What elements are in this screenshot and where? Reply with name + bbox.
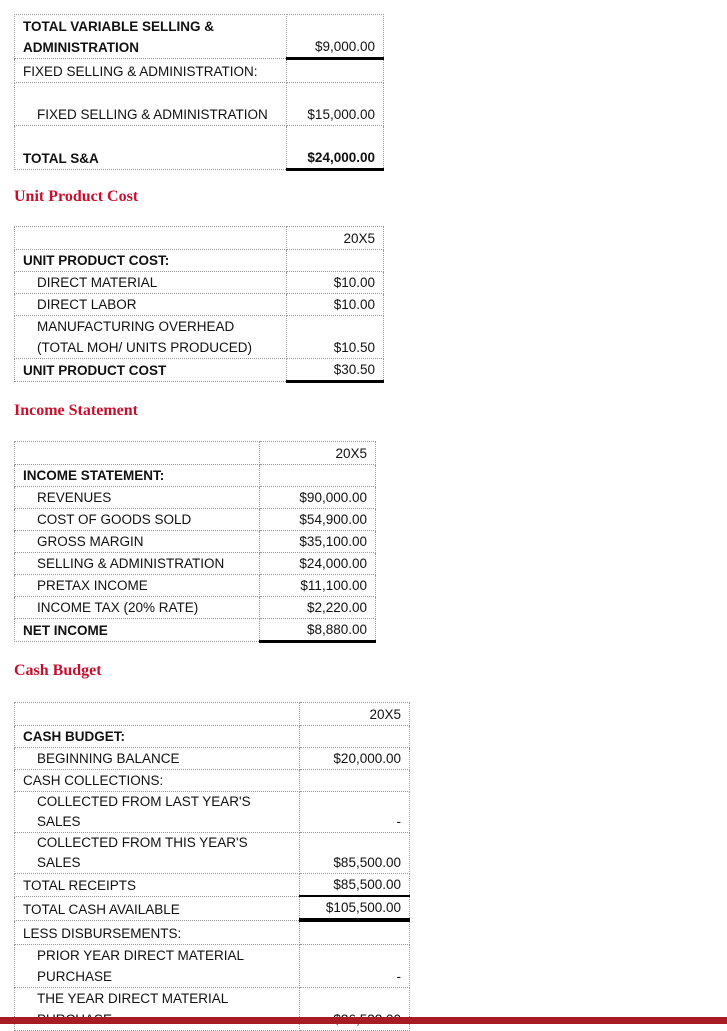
row-label: CASH BUDGET: <box>15 726 300 748</box>
row-value: $15,000.00 <box>287 83 384 126</box>
table-row <box>15 748 410 770</box>
table-row <box>15 833 410 874</box>
row-label-line1: THE YEAR DIRECT MATERIAL <box>37 990 229 1006</box>
year-header: 20X5 <box>260 442 376 465</box>
row-value: $24,000.00 <box>287 126 384 170</box>
table-row <box>15 359 384 382</box>
table-row <box>15 874 410 897</box>
row-value: $10.00 <box>287 294 384 316</box>
row-label-line1: PRIOR YEAR DIRECT MATERIAL <box>37 947 245 963</box>
row-value: - <box>300 792 410 833</box>
row-label: TOTAL VARIABLE SELLING & ADMINISTRATION <box>15 15 287 59</box>
table-row <box>15 920 410 944</box>
table-row <box>15 597 376 619</box>
row-label: DIRECT MATERIAL <box>15 272 287 294</box>
footer-bar <box>0 1017 727 1024</box>
table-row <box>15 294 384 316</box>
row-label: UNIT PRODUCT COST <box>15 359 287 382</box>
row-value: $20,000.00 <box>300 748 410 770</box>
table-row <box>15 575 376 597</box>
table-row <box>15 487 376 509</box>
row-value: $54,900.00 <box>260 509 376 531</box>
row-value: $85,500.00 <box>300 833 410 874</box>
row-value: $85,500.00 <box>300 874 410 897</box>
table-row <box>15 619 376 642</box>
table-row <box>15 59 384 83</box>
row-value: $9,000.00 <box>287 15 384 59</box>
unit-product-cost-table <box>14 226 384 383</box>
table-header-row <box>15 227 384 250</box>
row-value: $105,500.00 <box>300 896 410 920</box>
section-heading-cash-budget: Cash Budget <box>14 662 102 679</box>
table-row <box>15 15 384 59</box>
row-label: COST OF GOODS SOLD <box>15 509 260 531</box>
table-row <box>15 126 384 170</box>
table-row <box>15 272 384 294</box>
row-value: - <box>300 944 410 987</box>
row-label: UNIT PRODUCT COST: <box>15 250 287 272</box>
row-label: GROSS MARGIN <box>15 531 260 553</box>
row-value: $10.50 <box>287 316 384 359</box>
row-label <box>15 944 300 987</box>
row-value: $24,000.00 <box>260 553 376 575</box>
income-statement-table <box>14 441 376 643</box>
table-row <box>15 770 410 792</box>
row-label: NET INCOME <box>15 619 260 642</box>
row-value: $8,880.00 <box>260 619 376 642</box>
row-label: TOTAL RECEIPTS <box>15 874 300 897</box>
row-label: BEGINNING BALANCE <box>15 748 300 770</box>
row-label: REVENUES <box>15 487 260 509</box>
table-row <box>15 250 384 272</box>
row-value <box>300 920 410 944</box>
row-value: $10.00 <box>287 272 384 294</box>
row-label: DIRECT LABOR <box>15 294 287 316</box>
row-label: TOTAL CASH AVAILABLE <box>15 896 300 920</box>
table-header-row <box>15 703 410 726</box>
row-label: LESS DISBURSEMENTS: <box>15 920 300 944</box>
row-label: INCOME TAX (20% RATE) <box>15 597 260 619</box>
table-row <box>15 896 410 920</box>
row-label-line2: PURCHASE <box>37 968 113 984</box>
table-row <box>15 531 376 553</box>
row-label: TOTAL S&A <box>15 126 287 170</box>
table-header-row <box>15 442 376 465</box>
row-value: $2,220.00 <box>260 597 376 619</box>
row-label-line2: (TOTAL MOH/ UNITS PRODUCED) <box>37 340 253 355</box>
row-value <box>287 250 384 272</box>
year-header: 20X5 <box>300 703 410 726</box>
year-header: 20X5 <box>287 227 384 250</box>
row-label <box>15 316 287 359</box>
section-heading-income-statement: Income Statement <box>14 402 138 419</box>
row-label: COLLECTED FROM THIS YEAR'S SALES <box>15 833 300 874</box>
row-value: $30.50 <box>287 359 384 382</box>
table-row <box>15 465 376 487</box>
table-row <box>15 944 410 987</box>
table-row <box>15 792 410 833</box>
row-value <box>260 465 376 487</box>
row-value <box>287 59 384 83</box>
table-row <box>15 83 384 126</box>
row-value: $11,100.00 <box>260 575 376 597</box>
row-value <box>300 726 410 748</box>
table-row <box>15 316 384 359</box>
row-label: PRETAX INCOME <box>15 575 260 597</box>
row-value <box>300 770 410 792</box>
row-label: INCOME STATEMENT: <box>15 465 260 487</box>
row-label: FIXED SELLING & ADMINISTRATION <box>15 83 287 126</box>
row-value: $35,100.00 <box>260 531 376 553</box>
row-label: CASH COLLECTIONS: <box>15 770 300 792</box>
row-value: $90,000.00 <box>260 487 376 509</box>
row-label: SELLING & ADMINISTRATION <box>15 553 260 575</box>
row-label: COLLECTED FROM LAST YEAR'S SALES <box>15 792 300 833</box>
table-row <box>15 553 376 575</box>
table-row <box>15 726 410 748</box>
section-heading-unit-product-cost: Unit Product Cost <box>14 188 139 205</box>
row-label-line1: MANUFACTURING OVERHEAD <box>37 319 235 334</box>
cash-budget-table <box>14 702 410 1031</box>
row-label: FIXED SELLING & ADMINISTRATION: <box>15 59 287 83</box>
table-row <box>15 509 376 531</box>
selling-admin-table <box>14 14 384 171</box>
